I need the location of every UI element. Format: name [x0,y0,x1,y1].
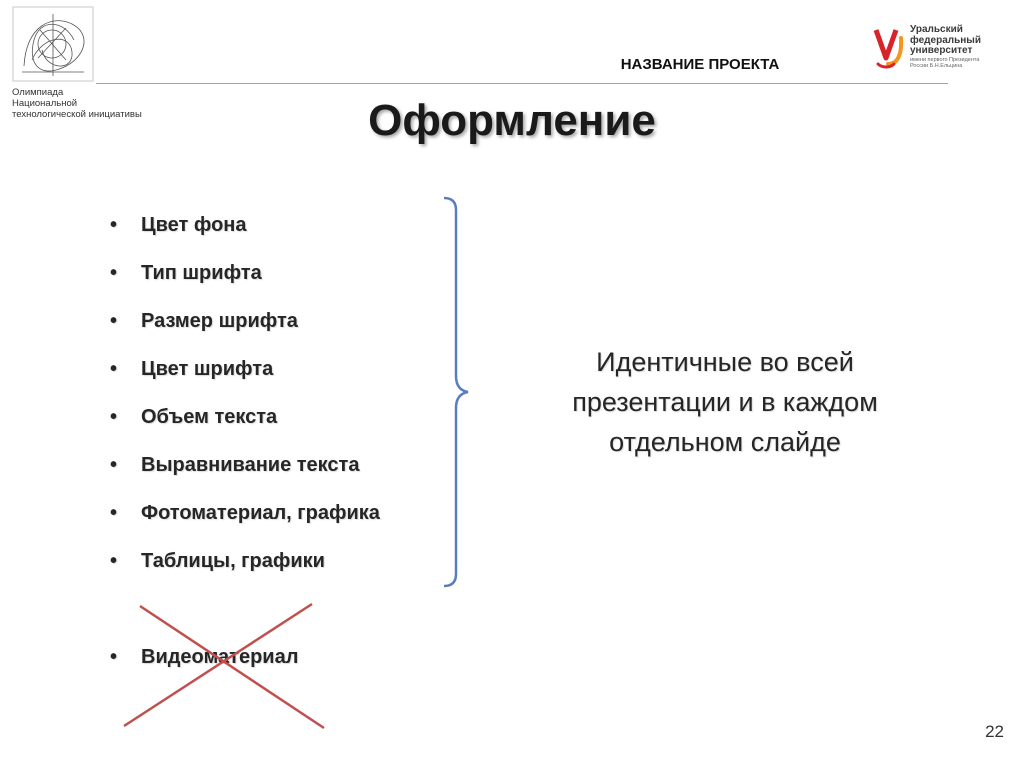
right-brace [438,196,472,588]
list-item-text: Видеоматериал [141,646,299,668]
bullet-dot: • [110,502,118,524]
bullet-dot: • [110,646,118,668]
bullet-dot: • [110,358,118,380]
list-item-text: Фотоматериал, графика [141,502,380,524]
list-item [110,406,380,454]
list-item-text: Тип шрифта [141,262,262,284]
bullet-dot: • [110,406,118,428]
olympiad-line: Национальной [12,98,78,109]
list-item-text: Цвет фона [141,214,247,236]
statement-line: презентации и в каждом [572,387,878,417]
olympiad-line: технологической инициативы [12,109,142,120]
list-item-text: Объем текста [141,406,278,428]
bullet-dot: • [110,550,118,572]
list-item-text: Цвет шрифта [141,358,274,380]
bullet-dot: • [110,262,118,284]
university-line: университет [910,45,973,56]
statement-line: Идентичные во всей [596,347,854,377]
cross-out-mark [118,600,334,732]
list-item [110,550,380,598]
slide-title: Оформление [368,96,656,145]
list-item [110,262,380,310]
list-item-text: Таблицы, графики [141,550,325,572]
list-item [110,502,380,550]
header-divider [96,83,948,84]
bullet-dot: • [110,454,118,476]
statement-line: отдельном слайде [609,427,841,457]
urfu-logo-icon [872,24,906,70]
list-item-text: Размер шрифта [141,310,298,332]
university-subline: имени первого Президента [910,56,980,63]
list-item [110,214,380,262]
list-item [110,310,380,358]
page-number: 22 [985,722,1004,741]
olympiad-logo-icon [12,6,94,82]
project-name: НАЗВАНИЕ ПРОЕКТА [620,56,780,73]
identical-statement [520,342,930,462]
university-subline: России Б.Н.Ельцина [910,62,963,69]
university-line: федеральный [910,34,981,46]
university-name [910,25,1010,69]
olympiad-line: Олимпиада [12,87,64,98]
university-line: Уральский [910,24,963,35]
list-item-text: Выравнивание текста [141,454,360,476]
list-item [110,358,380,406]
list-item [110,454,380,502]
bullet-dot: • [110,214,118,236]
bullet-dot: • [110,310,118,332]
